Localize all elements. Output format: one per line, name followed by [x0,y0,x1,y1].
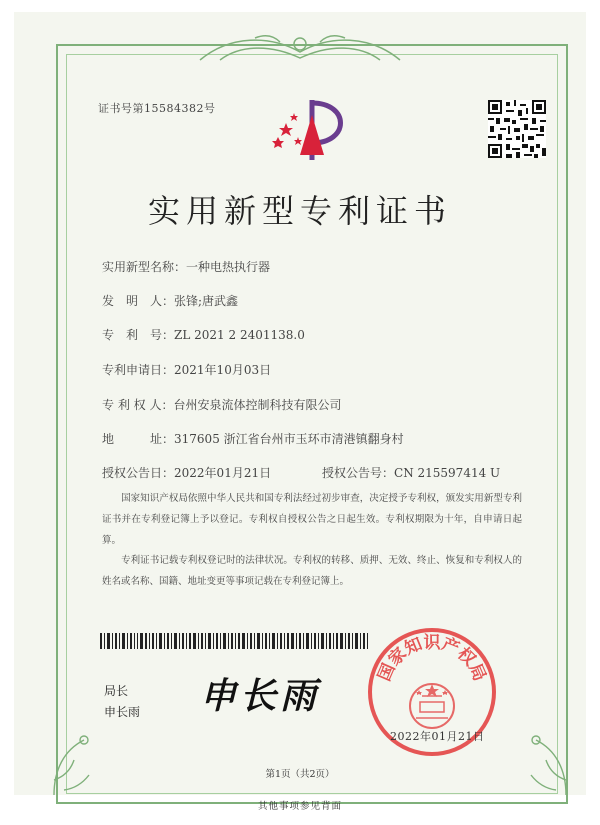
patent-number-label: 专 利 号： [102,328,175,342]
seal-date: 2022年01月21日 [390,730,485,743]
top-ornament-icon [190,30,410,70]
address-label: 地 址： [102,432,175,446]
filing-date-value: 2021年10月03日 [174,363,272,377]
footer-note: 其他事项参见背面 [257,801,342,812]
seal-text: 国家知识产权局 [374,633,490,685]
address-row [102,430,404,447]
inventor-value: 张锋;唐武鑫 [174,294,239,308]
patentee-row [102,396,341,413]
grant-date-value: 2022年01月21日 [174,466,272,480]
inventor-row [102,292,238,309]
inventor-label: 发 明 人： [102,294,175,308]
patentee-label: 专 利 权 人： [102,398,174,412]
qr-code-icon [488,100,546,158]
grant-statement-paragraph: 国家知识产权局依照中华人民共和国专利法经过初步审查，决定授予专利权，颁发实用新型专利证书并在专利登记簿上予以登记。专利权自授权公告之日起生效。专利权期限为十年，自申请日起算。 [102,493,522,546]
certificate-title: 实用新型专利证书 [147,192,452,230]
grant-number-label: 授权公告号： [322,466,395,480]
grant-number-value: CN 215597414 U [394,466,501,480]
patent-number-row [102,326,305,343]
bottom-right-ornament-icon [506,720,576,800]
grant-date-label: 授权公告日： [102,466,175,480]
handwritten-signature: 申长雨 [200,675,321,717]
utility-model-name-label: 实用新型名称： [102,260,187,274]
patent-number-value: ZL 2021 2 2401138.0 [174,328,305,342]
barcode-icon [100,633,368,649]
legal-status-paragraph: 专利证书记载专利权登记时的法律状况。专利权的转移、质押、无效、终止、恢复和专利权人的姓名或名称、国籍、地址变更等事项记载在专利登记簿上。 [102,555,522,587]
utility-model-name-row [102,258,270,275]
filing-date-row [102,361,271,378]
grant-date-row [102,464,271,481]
page-number: 第1页（共2页） [265,769,335,780]
patentee-value: 台州安泉流体控制科技有限公司 [173,398,342,412]
svg-text:国家知识产权局 [374,633,489,684]
signatory-name: 申长雨 [104,705,141,719]
certificate-number: 证书号第15584382号 [98,102,216,115]
bottom-left-ornament-icon [44,720,114,800]
filing-date-label: 专利申请日： [102,363,175,377]
address-value: 317605 浙江省台州市玉环市清港镇翻身村 [174,432,404,446]
utility-model-name-value: 一种电热执行器 [186,260,271,274]
signatory-title: 局长 [104,684,129,698]
grant-number-row [322,464,500,481]
patent-office-logo-icon [272,95,352,165]
